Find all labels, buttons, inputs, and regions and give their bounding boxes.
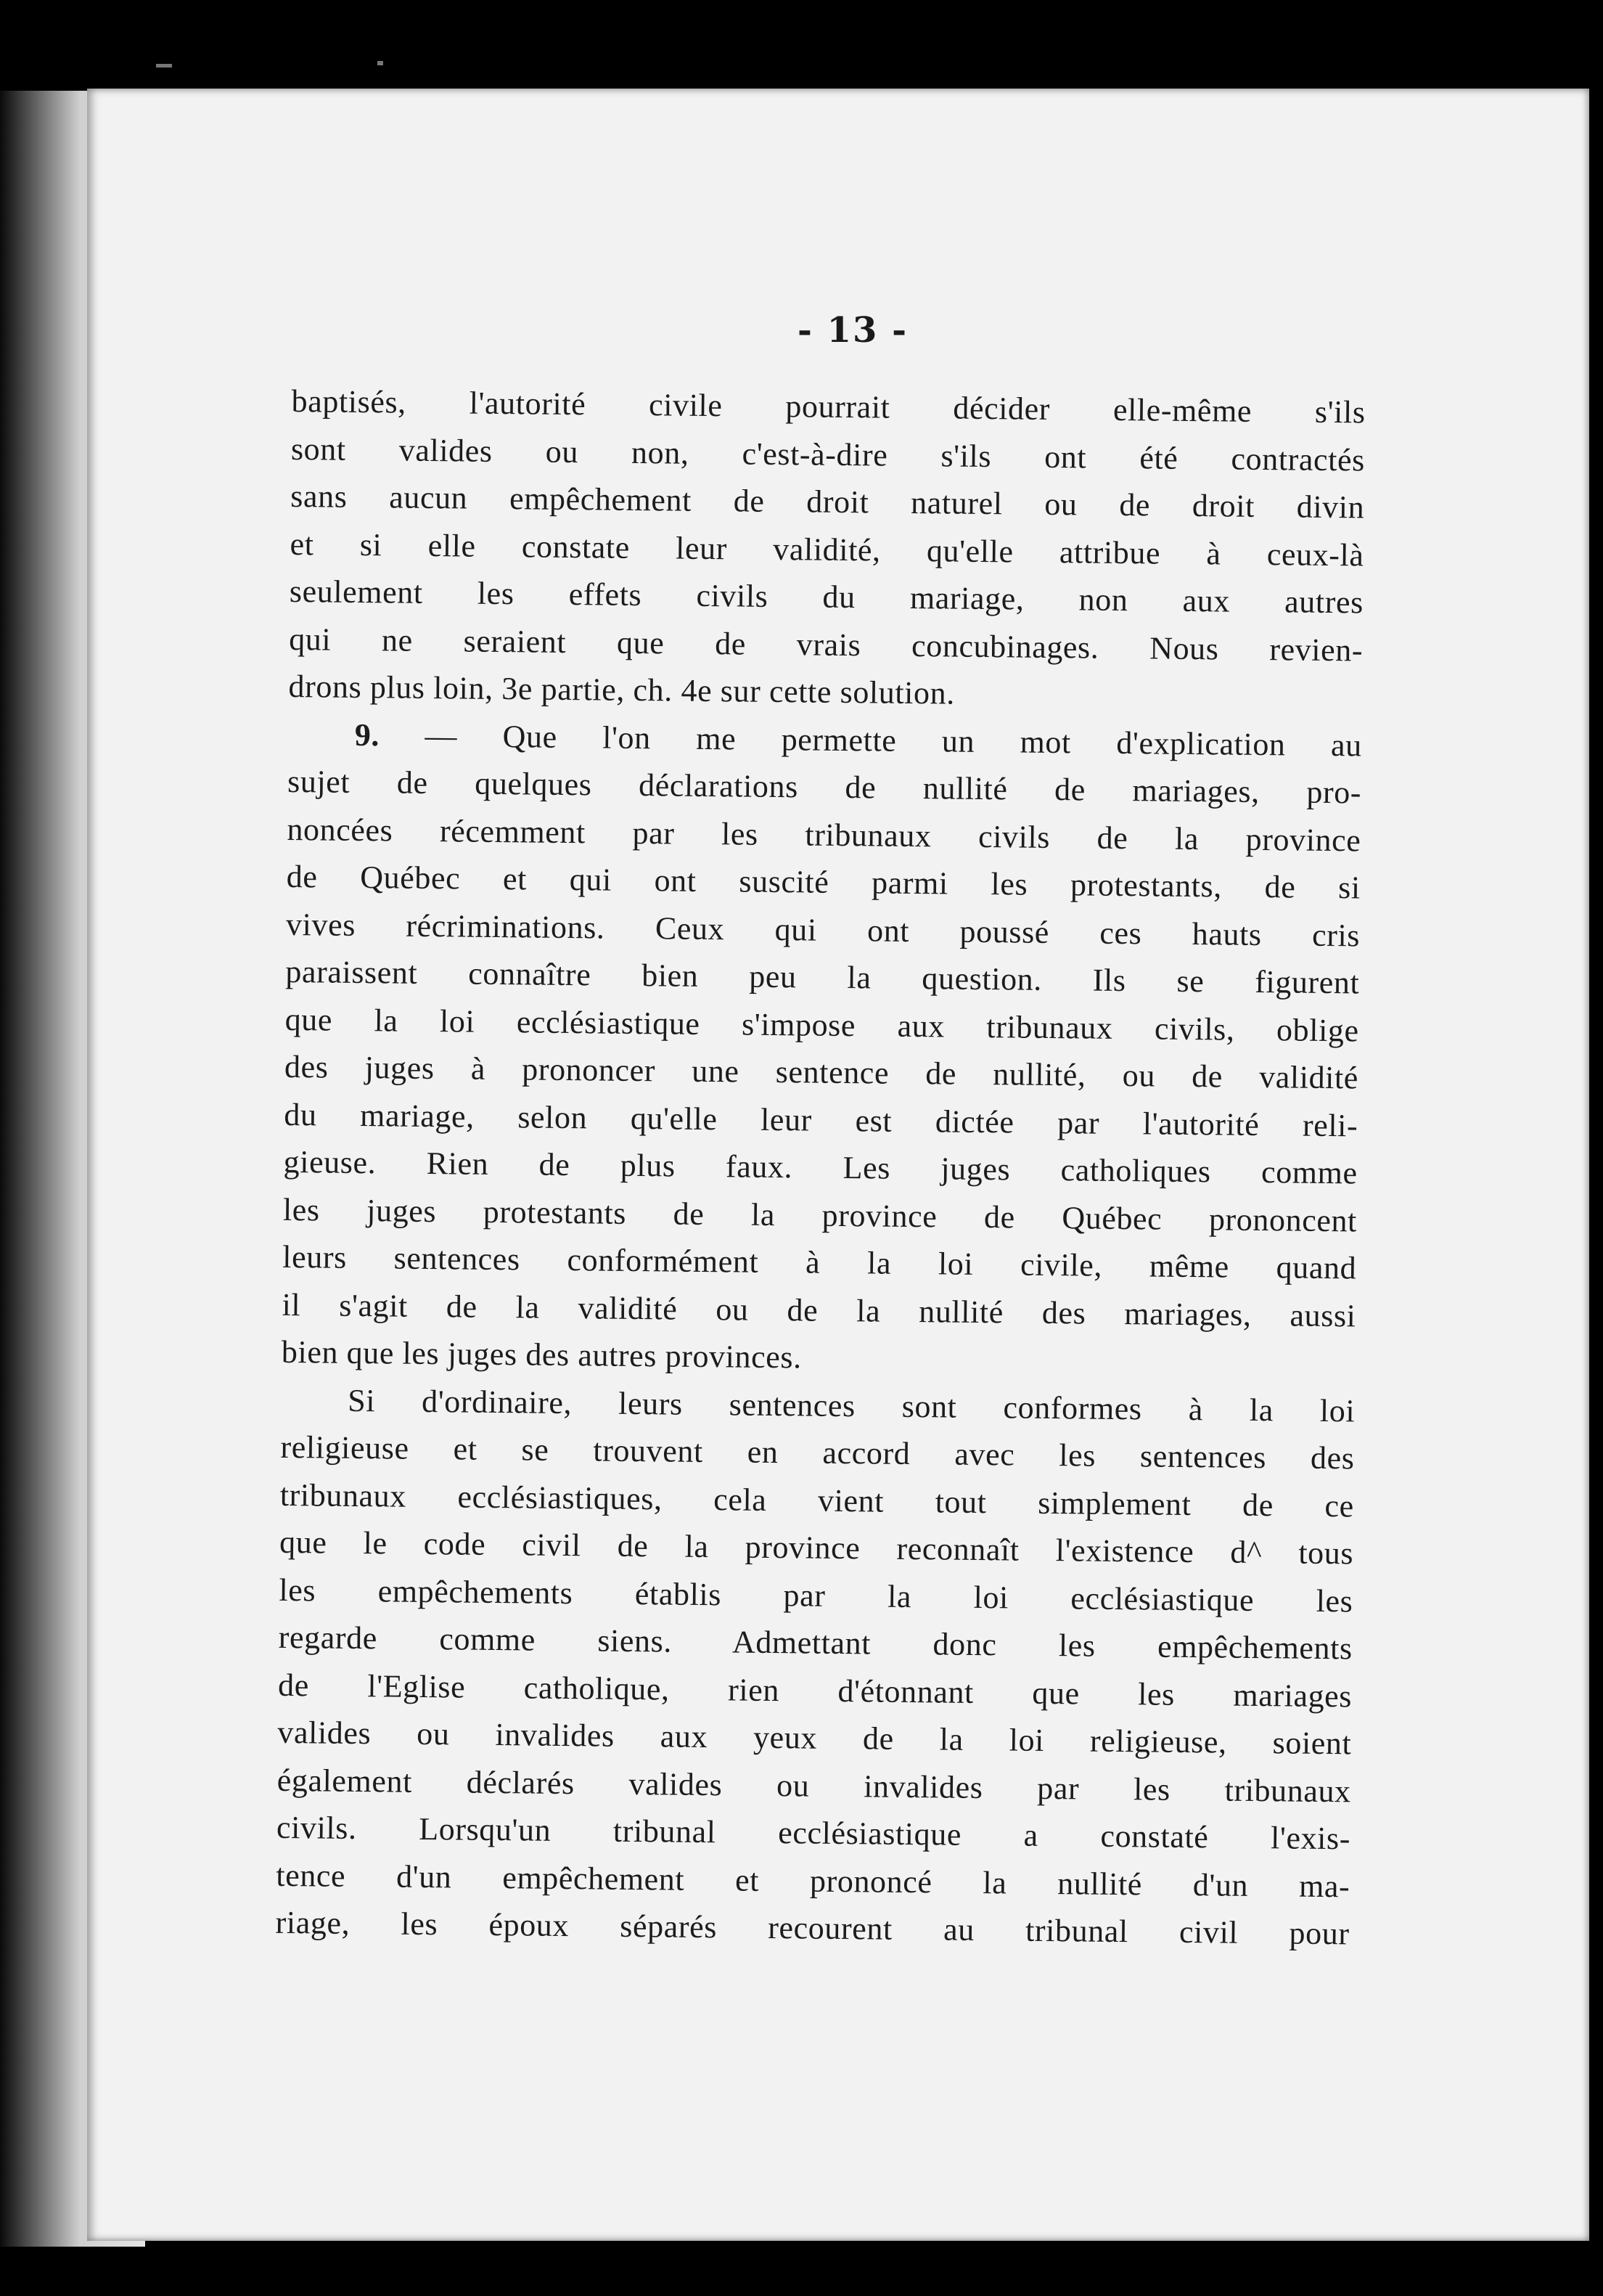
text-line: gieuse. Rien de plus faux. Les juges catholiques comme xyxy=(283,1143,1358,1191)
text-line: civils. Lorsqu'un tribunal ecclésiastique a constaté l'exis- xyxy=(276,1809,1351,1857)
text-line: leurs sentences conformément à la loi civile, même quand xyxy=(282,1238,1357,1286)
text-line: — Que l'on me permette un mot d'explication au xyxy=(379,716,1363,763)
text-line: baptisés, l'autorité civile pourrait décider elle-même s'ils xyxy=(291,383,1366,430)
text-line: du mariage, selon qu'elle leur est dictée par l'autorité reli- xyxy=(284,1096,1358,1143)
text-line: que le code civil de la province reconnaît l'existence d^ tous xyxy=(279,1524,1354,1572)
scan-speck xyxy=(377,61,383,65)
text-line: sujet de quelques déclarations de nullité de mariages, pro- xyxy=(287,763,1362,811)
text-line: riage, les époux séparés recourent au tribunal civil pour xyxy=(275,1904,1350,1952)
text-line: les juges protestants de la province de Québec prononcent xyxy=(282,1191,1358,1238)
text-line: religieuse et se trouvent en accord avec les sentences des xyxy=(280,1429,1355,1476)
text-line: des juges à prononcer une sentence de nullité, ou de validité xyxy=(284,1048,1359,1096)
text-line: vives récriminations. Ceux qui ont poussé ces hauts cris xyxy=(285,906,1361,953)
text-line: drons plus loin, 3e partie, ch. 4e sur cette solution. xyxy=(288,668,956,711)
body-text xyxy=(275,377,1366,1958)
section-number: 9. xyxy=(354,716,380,753)
text-line: que la loi ecclésiastique s'impose aux tribunaux civils, oblige xyxy=(284,1001,1359,1048)
text-line: de l'Eglise catholique, rien d'étonnant que les mariages xyxy=(277,1667,1353,1714)
text-line: sans aucun empêchement de droit naturel ou de droit divin xyxy=(290,478,1365,526)
text-line: il s'agit de la validité ou de la nullité des mariages, aussi xyxy=(282,1286,1356,1333)
page-number: - 13 - xyxy=(797,310,909,351)
text-line: tribunaux ecclésiastiques, cela vient tout simplement de ce xyxy=(279,1476,1355,1524)
text-line: regarde comme siens. Admettant donc les empêchements xyxy=(278,1619,1353,1667)
text-line: valides ou invalides aux yeux de la loi religieuse, soient xyxy=(277,1714,1352,1762)
paragraph-first-line: Si d'ordinaire, leurs sentences sont conformes à la loi xyxy=(347,1382,1356,1429)
book-page xyxy=(87,89,1589,2241)
text-line: de Québec et qui ont suscité parmi les protestants, de si xyxy=(286,858,1361,906)
text-line: sont valides ou non, c'est-à-dire s'ils ont été contractés xyxy=(290,430,1366,478)
text-line: qui ne seraient que de vrais concubinages. Nous revien- xyxy=(288,621,1364,668)
text-line: noncées récemment par les tribunaux civils de la province xyxy=(287,811,1361,858)
text-line: bien que les juges des autres provinces. xyxy=(281,1333,802,1376)
text-line: seulement les effets civils du mariage, non aux autres xyxy=(289,573,1364,621)
scan-speck xyxy=(156,64,172,68)
text-line: également déclarés valides ou invalides par les tribunaux xyxy=(276,1762,1351,1809)
text-line: tence d'un empêchement et prononcé la nullité d'un ma- xyxy=(276,1857,1350,1904)
text-line: et si elle constate leur validité, qu'elle attribue à ceux-là xyxy=(290,526,1364,573)
text-line: paraissent connaître bien peu la question. Ils se figurent xyxy=(285,953,1360,1001)
text-line: les empêchements établis par la loi ecclésiastique les xyxy=(279,1572,1353,1619)
